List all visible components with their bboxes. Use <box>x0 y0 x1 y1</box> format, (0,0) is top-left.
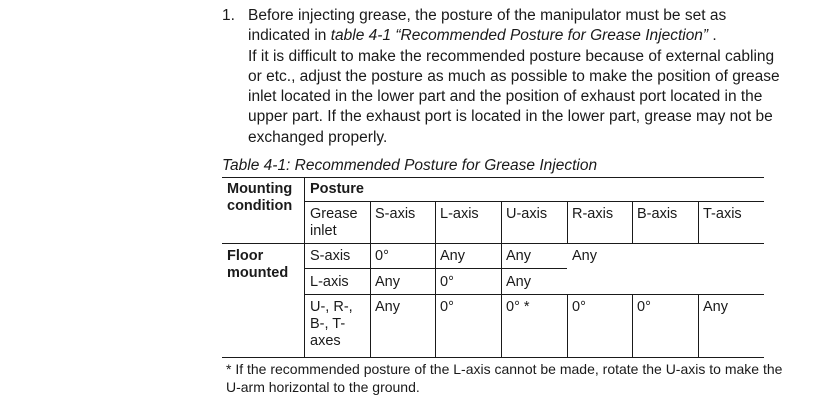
header-mounting-condition: Mounting condition <box>227 181 293 214</box>
table-rule-header-mid <box>304 201 764 202</box>
row-s-axis-inlet: S-axis <box>310 248 351 264</box>
table-vrule-1b <box>370 294 371 358</box>
table-caption: Table 4-1: Recommended Posture for Grease Injection <box>222 157 598 174</box>
table-reference: table 4-1 <box>330 27 392 45</box>
step-text <box>248 6 788 148</box>
table-vrule-6b <box>698 294 699 358</box>
table-vrule-3 <box>501 201 502 358</box>
row-l-axis-u: Any <box>506 274 531 290</box>
row-urbt-axes-inlet: U-, R-, B-, T- axes <box>310 299 353 349</box>
step-number: 1. <box>222 7 235 24</box>
row-s-axis-u: Any <box>506 248 531 264</box>
table-reference-title: “Recommended Posture for Grease Injection” <box>391 27 709 45</box>
row-l-axis-s: Any <box>375 274 400 290</box>
row-s-axis-s: 0° <box>375 248 389 264</box>
table-vrule-1c <box>370 268 371 294</box>
posture-table <box>222 177 764 358</box>
row-l-axis-inlet: L-axis <box>310 274 349 290</box>
row-urbt-b: 0° <box>637 299 651 315</box>
step-ref-end: . <box>708 27 717 45</box>
group-floor-mounted: Floor mounted <box>227 248 289 281</box>
table-footnote: * If the recommended posture of the L-axis cannot be made, rotate the U-axis to make the U-arm horizontal to the ground. <box>226 361 783 395</box>
header-col-s-axis: S-axis <box>375 206 416 222</box>
row-urbt-t: Any <box>703 299 728 315</box>
header-grease-inlet: Grease inlet <box>310 206 358 239</box>
row-urbt-s: Any <box>375 299 400 315</box>
row-urbt-u: 0° * <box>506 299 530 315</box>
table-vrule-5 <box>632 201 633 244</box>
row-urbt-r: 0° <box>572 299 586 315</box>
table-vrule-2 <box>435 201 436 358</box>
step-rest: If it is difficult to make the recommended posture because of external cabling or etc., adjust the posture as much as possible to make the position of grease inlet located in the lower part and the position of exhaust port located in the upper part. If the exhaust port is located in the lower part, grease may not be exchanged properly. <box>248 47 780 146</box>
table-vrule-1 <box>370 201 371 269</box>
row-s-axis-l: Any <box>440 248 465 264</box>
table-vrule-4b <box>567 294 568 358</box>
table-vrule-5b <box>632 294 633 358</box>
table-vrule-6 <box>698 201 699 244</box>
header-col-u-axis: U-axis <box>506 206 548 222</box>
step-lead: Before injecting grease, the posture of the manipulator must be set as indicated in <box>248 7 727 45</box>
table-rule-row2 <box>304 294 764 295</box>
row-l-axis-l: 0° <box>440 274 454 290</box>
table-vrule-4 <box>567 201 568 244</box>
header-col-b-axis: B-axis <box>637 206 678 222</box>
row-s-axis-r: Any <box>572 248 597 264</box>
header-col-r-axis: R-axis <box>572 206 614 222</box>
header-col-l-axis: L-axis <box>440 206 479 222</box>
header-posture: Posture <box>310 181 364 197</box>
header-col-t-axis: T-axis <box>703 206 742 222</box>
row-urbt-l: 0° <box>440 299 454 315</box>
